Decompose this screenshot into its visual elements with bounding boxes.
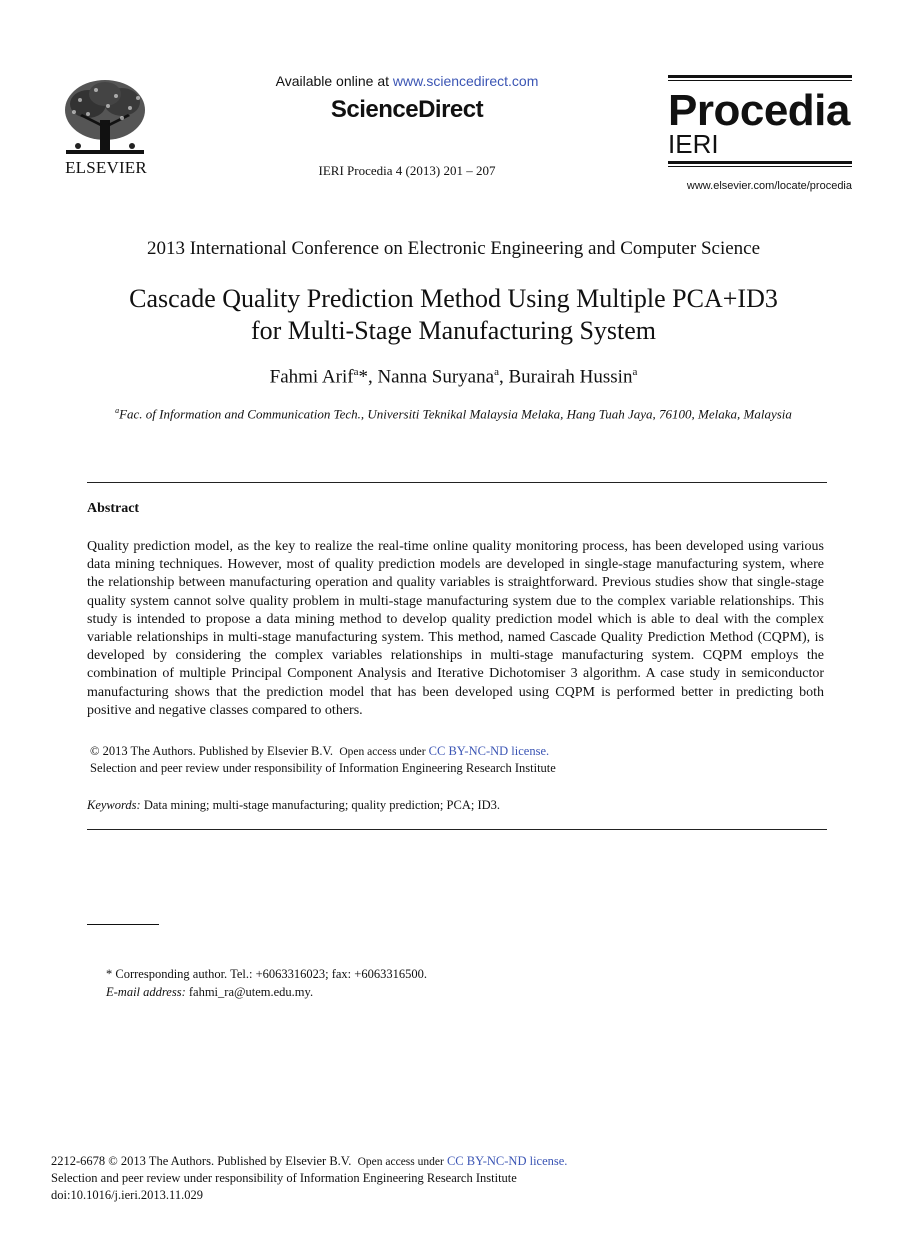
open-access-text: Open access under	[339, 746, 426, 758]
paper-title	[60, 283, 847, 347]
author-affiliation-mark: a	[353, 366, 359, 378]
footer-open-access-text: Open access under	[357, 1156, 444, 1168]
journal-reference: IERI Procedia 4 (2013) 201 – 207	[318, 163, 496, 178]
title-line-2: for Multi-Stage Manufacturing System	[250, 316, 657, 345]
abstract-heading: Abstract	[87, 501, 140, 516]
affiliation-text: Fac. of Information and Communication Tech., Universiti Teknikal Malaysia Melaka, Hang Tuah Jaya, 76100, Melaka, Malaysia	[119, 406, 792, 422]
footer-license-link[interactable]: CC BY-NC-ND license.	[446, 1154, 568, 1168]
abstract-body: Quality prediction model, as the key to realize the real-time online quality monitoring process, has been developed using various data mining techniques. However, most of quality prediction models are developed in single-stage manufacturing system, where the relationship between manufacturing operation and quality variables is straightforward. Previous studies show that single-stage quality system cannot solve quality problem in multi-stage manufacturing system due to the complex variable relationships. This study is intended to propose a data mining method to develop quality prediction model which is able to deal with the complex variable relationships in multi-stage manufacturing system. This method, named Cascade Quality Prediction Method (CQPM), is developed by considering the complex variables relationships in multi-stage manufacturing system. CQPM employs the combination of multiple Principal Component Analysis and Iterative Dichotomiser 3 algorithm. A case study in semiconductor manufacturing shows that the prediction model that has been developed using CQPM is performed better in predicting both positive and negative classes compared to others.	[87, 539, 824, 718]
conference-name: 2013 International Conference on Electronic Engineering and Computer Science	[146, 238, 761, 259]
author-affiliation-mark: a	[632, 366, 638, 378]
peer-review-line: Selection and peer review under responsibility of Information Engineering Research Institute	[90, 761, 556, 775]
procedia-logo	[668, 75, 852, 167]
copyright-text: © 2013 The Authors. Published by Elsevier B.V.	[90, 744, 334, 758]
logo-rule-top-thin	[668, 80, 852, 81]
author-list	[60, 366, 847, 388]
ieri-word: IERI	[668, 129, 719, 159]
email-note	[106, 985, 313, 1000]
title-line-1: Cascade Quality Prediction Method Using Multiple PCA+ID3	[129, 284, 778, 313]
available-online-line	[200, 73, 614, 89]
logo-rule-bottom	[668, 161, 852, 164]
keywords-line	[87, 798, 500, 813]
sciencedirect-link[interactable]: www.sciencedirect.com	[392, 73, 539, 89]
email-label: E-mail address:	[106, 985, 186, 999]
footer-doi: doi:10.1016/j.ieri.2013.11.029	[51, 1188, 203, 1202]
logo-rule-top	[668, 75, 852, 78]
corresponding-author-note: * Corresponding author. Tel.: +6063316023; fax: +6063316500.	[106, 967, 427, 981]
copyright-line	[90, 744, 549, 759]
author-separator: ,	[498, 366, 509, 388]
footer-peer-review-line: Selection and peer review under responsibility of Information Engineering Research Institute	[51, 1171, 517, 1185]
corresponding-mark: *	[358, 366, 368, 388]
publisher-name: ELSEVIER	[65, 158, 147, 177]
keywords-text: Data mining; multi-stage manufacturing; quality prediction; PCA; ID3.	[143, 798, 501, 812]
abstract-top-rule	[87, 482, 827, 483]
author-name: Burairah Hussin	[508, 366, 633, 388]
keywords-label: Keywords:	[87, 798, 141, 812]
author-name: Nanna Suryana	[377, 366, 495, 388]
footnote-rule	[87, 924, 159, 925]
affiliation	[60, 406, 847, 422]
author-affiliation-mark: a	[494, 366, 499, 378]
procedia-url-link[interactable]: www.elsevier.com/locate/procedia	[686, 180, 852, 192]
author-separator: ,	[367, 366, 378, 388]
footer-copyright-text: 2212-6678 © 2013 The Authors. Published by Elsevier B.V.	[51, 1154, 352, 1168]
email-address: fahmi_ra@utem.edu.my.	[188, 985, 314, 999]
affiliation-mark: a	[115, 406, 120, 415]
logo-rule-bottom-thin	[668, 166, 852, 167]
sciencedirect-logo: ScienceDirect	[330, 96, 484, 123]
author-name: Fahmi Arif	[269, 366, 354, 388]
procedia-word: Procedia	[668, 86, 850, 135]
available-prefix: Available online at	[275, 73, 393, 89]
footer-copyright-line	[51, 1154, 567, 1169]
license-link[interactable]: CC BY-NC-ND license.	[428, 744, 550, 758]
abstract-bottom-rule	[87, 829, 827, 830]
